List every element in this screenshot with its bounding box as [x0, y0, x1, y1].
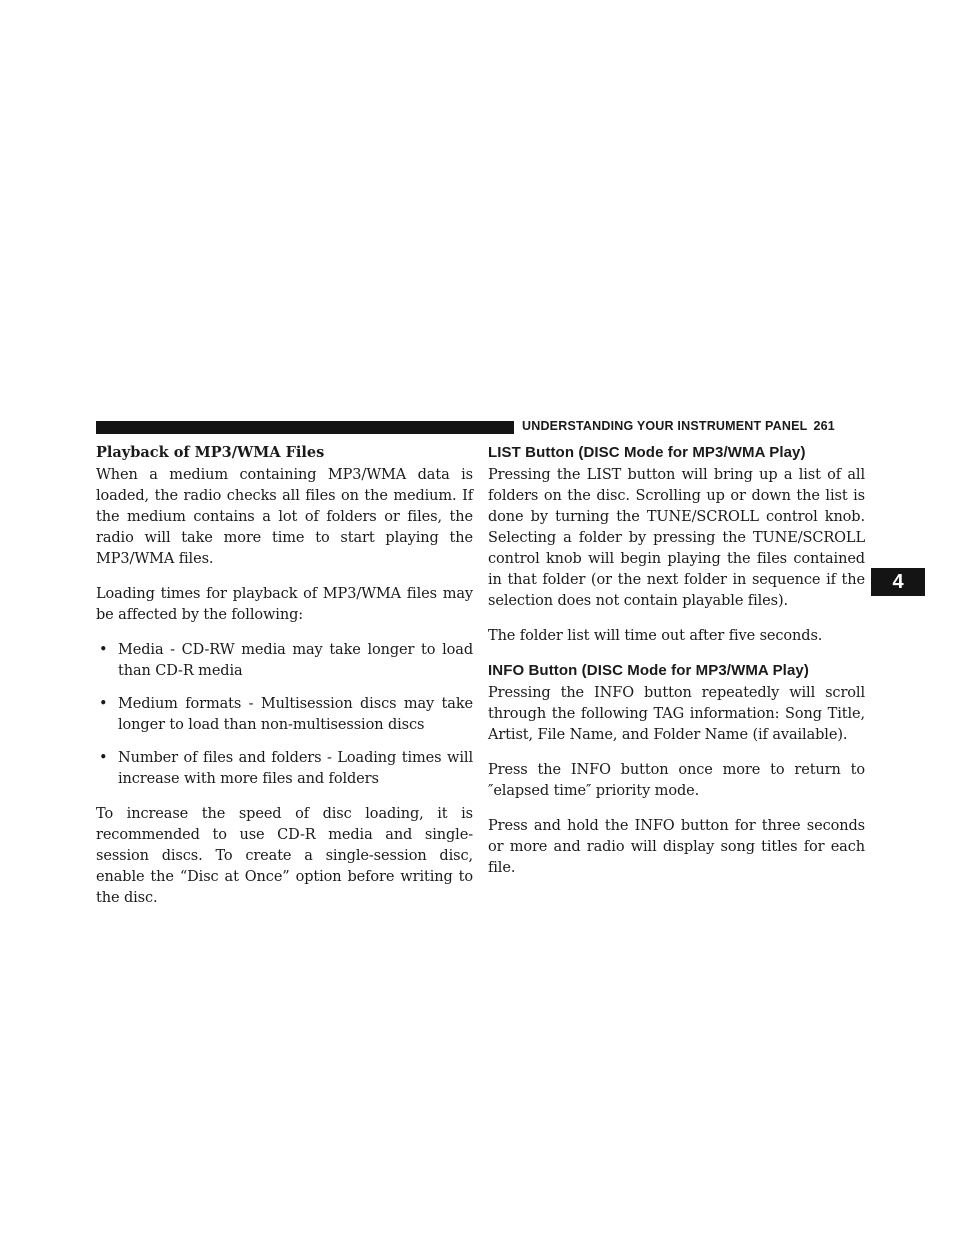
bullet-icon: •: [99, 642, 108, 658]
header-rule: [96, 421, 514, 434]
bullet-icon: •: [99, 696, 108, 712]
paragraph: Press the INFO button once more to return to ″elapsed time″ priority mode.: [488, 762, 865, 799]
heading-mp3-playback: Playback of MP3/WMA Files: [96, 444, 325, 461]
heading-list-button: LIST Button (DISC Mode for MP3/WMA Play): [488, 444, 806, 461]
running-header: [522, 419, 835, 433]
left-column: [96, 443, 473, 923]
bullet-icon: •: [99, 750, 108, 766]
paragraph: Pressing the INFO button repeatedly will scroll through the following TAG information: Song Title, Artist, File Name, and Folder Name (if available).: [488, 685, 865, 743]
list-item: • Number of files and folders - Loading times will increase with more files and folders: [99, 750, 473, 787]
page-number: 261: [813, 419, 835, 433]
heading-info-button: INFO Button (DISC Mode for MP3/WMA Play): [488, 662, 809, 679]
right-column: [488, 443, 865, 893]
paragraph: The folder list will time out after five seconds.: [488, 628, 823, 644]
section-title: UNDERSTANDING YOUR INSTRUMENT PANEL: [522, 419, 808, 433]
paragraph: Pressing the LIST button will bring up a list of all folders on the disc. Scrolling up or down the list is done by turning the TUNE/SCROLL control knob. Selecting a folder by pressing the TUNE/SCROLL control knob will begin playing the files contained in that folder (or the next folder in sequence if the selection does not contain playable files).: [488, 467, 865, 609]
paragraph: Press and hold the INFO button for three seconds or more and radio will display song titles for each file.: [488, 818, 865, 876]
chapter-tab: 4: [871, 568, 925, 596]
paragraph: To increase the speed of disc loading, it is recommended to use CD-R media and single-session discs. To create a single-session disc, enable the “Disc at Once” option before writing to the disc.: [96, 806, 473, 906]
bullet-list: [96, 640, 473, 790]
paragraph: When a medium containing MP3/WMA data is loaded, the radio checks all files on the medium. If the medium contains a lot of folders or files, the radio will take more time to start playing the MP3/WMA files.: [96, 467, 473, 567]
list-item: • Media - CD-RW media may take longer to load than CD-R media: [99, 642, 473, 679]
list-item: • Medium formats - Multisession discs may take longer to load than non-multisession discs: [99, 696, 473, 733]
paragraph: Loading times for playback of MP3/WMA files may be affected by the following:: [96, 586, 473, 623]
